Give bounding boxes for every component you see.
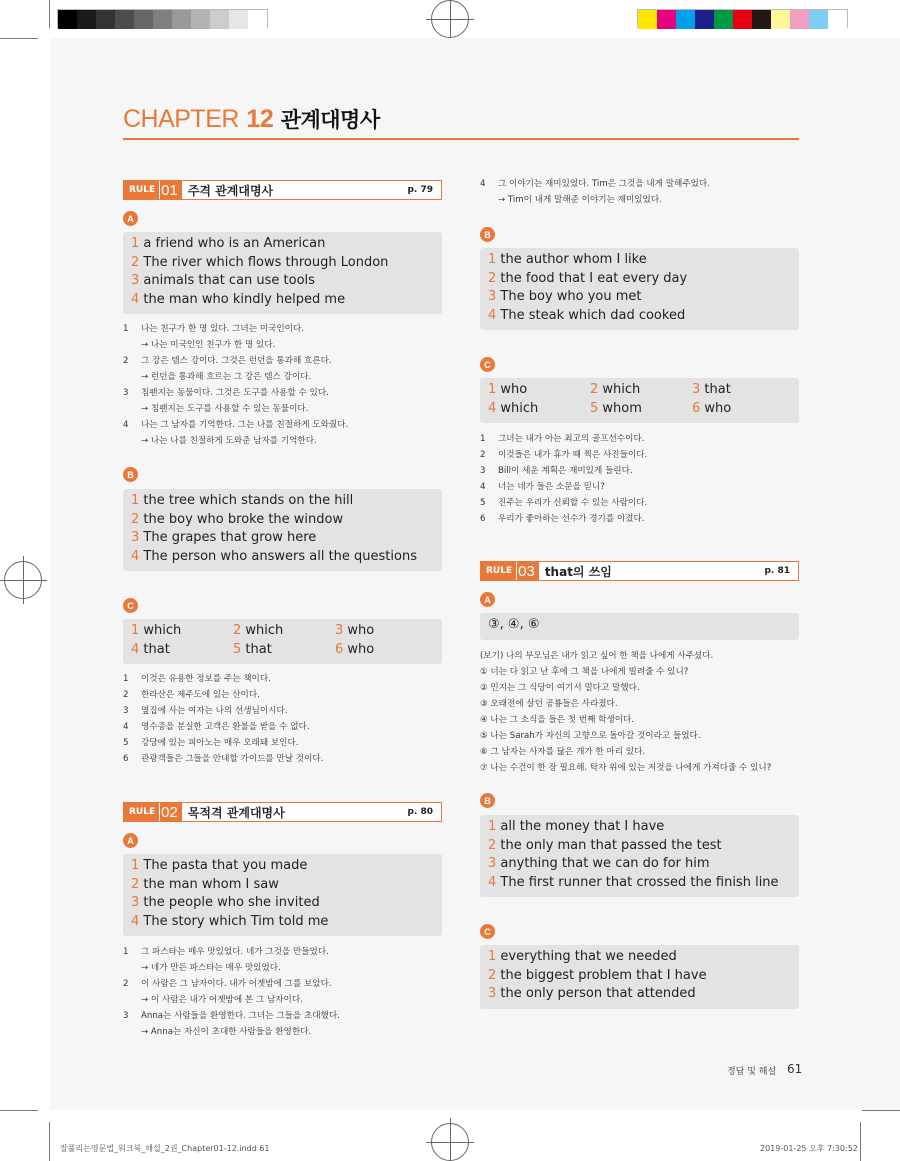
note-line: → Tim이 내게 말해준 이야기는 재미있었다. <box>498 195 662 205</box>
section-badge-c: C <box>480 357 495 372</box>
rule-number: 01 <box>159 181 182 199</box>
note-line: ⑦ 나는 수건이 한 장 필요해. 탁자 위에 있는 저것을 나에게 가져다줄 수 있니? <box>480 763 772 773</box>
rule1-c-notes <box>123 671 323 767</box>
answer-line: 3 animals that can use tools <box>131 273 315 288</box>
note-line: 4 너는 네가 들은 소문을 믿니? <box>480 482 605 492</box>
note-line: 1 그 파스타는 매우 맛있었다. 네가 그것을 만들었다. <box>123 947 329 957</box>
note-line: 1 그녀는 내가 아는 최고의 골프선수이다. <box>480 434 645 444</box>
registration-mark-top <box>431 0 469 38</box>
note-line: ① 너는 다 읽고 난 후에 그 책을 나에게 빌려줄 수 있니? <box>480 667 689 677</box>
gray-swatch <box>229 10 248 29</box>
rule-01-header <box>123 180 442 200</box>
rule2-c-notes <box>480 431 647 527</box>
answer-line: 4 The story which Tim told me <box>131 913 329 929</box>
section-badge-c: C <box>123 598 138 613</box>
color-swatch <box>714 10 733 29</box>
color-swatch <box>733 10 752 29</box>
rule1-c-answers <box>123 619 442 664</box>
note-line: → 런던을 통과해 흐르는 그 강은 템스 강이다. <box>141 372 312 382</box>
answer-line: 1 who <box>488 382 528 397</box>
answer-line: 3 The boy who you met <box>488 289 642 304</box>
rule2-a-answers <box>123 854 442 936</box>
note-line: 6 관광객들은 그들을 안내할 가이드를 만날 것이다. <box>123 754 324 764</box>
chapter-word: CHAPTER <box>123 105 239 133</box>
answer-line: 5 whom <box>590 400 642 416</box>
crop-mark <box>49 1122 50 1161</box>
note-line: 4 그 이야기는 재미있었다. Tim은 그것을 내게 말해주었다. <box>480 179 710 189</box>
crop-mark <box>0 38 38 39</box>
rule1-a-notes <box>123 321 348 449</box>
color-swatch <box>828 10 847 29</box>
gray-swatch <box>248 10 267 29</box>
chapter-number: 12 <box>246 105 274 133</box>
color-swatch <box>790 10 809 29</box>
print-slug-filename: 잘풀리는영문법_워크북_해설_2권_Chapter01-12.indd 61 <box>60 1144 270 1153</box>
gray-swatch <box>153 10 172 29</box>
section-badge-b: B <box>480 227 495 242</box>
answer-line: 3 the people who she invited <box>131 895 320 910</box>
crop-mark <box>862 1110 900 1111</box>
section-badge-b: B <box>123 467 138 482</box>
rule2-a-notes <box>123 944 340 1040</box>
rule-page-ref: p. 80 <box>407 807 433 817</box>
note-line: ⑥ 그 남자는 사자를 닮은 개가 한 마리 있다. <box>480 747 646 757</box>
gray-swatch <box>77 10 96 29</box>
note-line: ④ 나는 그 소식을 들은 첫 번째 학생이다. <box>480 715 635 725</box>
color-swatch <box>752 10 771 29</box>
color-swatch <box>695 10 714 29</box>
answer-line: 2 the biggest problem that I have <box>488 967 707 983</box>
answer-line: ③, ④, ⑥ <box>488 617 540 632</box>
color-swatch <box>657 10 676 29</box>
rule3-a-answer <box>480 613 799 640</box>
note-line: 3 옆집에 사는 여자는 나의 선생님이시다. <box>123 706 288 716</box>
gray-swatch <box>58 10 77 29</box>
rule-page-ref: p. 79 <box>407 185 433 195</box>
note-line: 2 이것들은 내가 휴가 때 찍은 사진들이다. <box>480 450 648 460</box>
rule-number: 02 <box>159 803 182 821</box>
note-line: ② 민지는 그 식당이 여기서 멀다고 말했다. <box>480 683 640 693</box>
section-badge-c: C <box>480 924 495 939</box>
rule3-c-answers <box>480 945 799 1009</box>
answer-line: 2 the man whom I saw <box>131 876 279 892</box>
answer-line: 1 the tree which stands on the hill <box>131 493 354 508</box>
crop-mark <box>49 0 50 28</box>
answer-line: 1 the author whom I like <box>488 252 647 267</box>
section-badge-b: B <box>480 793 495 808</box>
answer-line: 4 The first runner that crossed the finish line <box>488 874 779 890</box>
gray-swatch <box>115 10 134 29</box>
answer-line: 4 The steak which dad cooked <box>488 307 686 323</box>
registration-mark-bottom <box>431 1123 469 1161</box>
rule-03-header <box>480 561 799 581</box>
section-badge-a: A <box>123 833 138 848</box>
gray-swatch <box>172 10 191 29</box>
answer-line: 3 anything that we can do for him <box>488 856 710 871</box>
print-slug-timestamp: 2019-01-25 오후 7:30:52 <box>760 1144 858 1153</box>
color-swatch <box>809 10 828 29</box>
color-swatch <box>638 10 657 29</box>
note-line: 2 한라산은 제주도에 있는 산이다. <box>123 690 260 700</box>
rule-title: 목적격 관계대명사 <box>187 805 285 820</box>
gray-swatch <box>96 10 115 29</box>
section-badge-a: A <box>123 211 138 226</box>
rule-tag: RULE <box>124 181 159 199</box>
note-line: 1 이것은 유용한 정보를 주는 책이다. <box>123 674 271 684</box>
note-line: 3 Bill이 세운 계획은 재미있게 들린다. <box>480 466 633 476</box>
rule-tag: RULE <box>481 562 516 580</box>
note-line: → 네가 만든 파스타는 매우 맛있었다. <box>141 963 281 973</box>
note-line: → Anna는 자신이 초대한 사람들을 환영한다. <box>141 1027 312 1037</box>
note-line: 4 나는 그 남자를 기억한다. 그는 나를 친절하게 도와줬다. <box>123 420 349 430</box>
gray-swatch <box>134 10 153 29</box>
rule2-b-answers <box>480 248 799 330</box>
gray-swatch <box>191 10 210 29</box>
answer-line: 3 that <box>692 382 731 397</box>
footer-label: 정답 및 해설 <box>727 1067 777 1077</box>
answer-line: 2 which <box>590 382 641 397</box>
gray-swatch <box>210 10 229 29</box>
answer-line: 3 who <box>335 623 375 638</box>
answer-line: 4 The person who answers all the questions <box>131 548 417 564</box>
answer-line: 1 a friend who is an American <box>131 236 326 251</box>
answer-line: 1 everything that we needed <box>488 949 677 964</box>
note-line: 1 나는 친구가 한 명 있다. 그녀는 미국인이다. <box>123 324 304 334</box>
note-line: → 이 사람은 내가 어젯밤에 본 그 남자이다. <box>141 995 303 1005</box>
note-line: → 나는 나를 친절하게 도와준 남자를 기억한다. <box>141 436 317 446</box>
registration-mark-left <box>4 561 42 599</box>
rule-page-ref: p. 81 <box>764 566 790 576</box>
color-swatch <box>676 10 695 29</box>
rule-tag: RULE <box>124 803 159 821</box>
note-line: 2 그 강은 템스 강이다. 그것은 런던을 통과해 흐른다. <box>123 356 332 366</box>
note-line: → 나는 미국인인 친구가 한 명 있다. <box>141 340 276 350</box>
answer-line: 6 who <box>335 641 375 657</box>
note-line: ⑤ 나는 Sarah가 자신의 고향으로 돌아갈 것이라고 들었다. <box>480 731 701 741</box>
answer-line: 2 the food that I eat every day <box>488 270 688 286</box>
rule2-a-notes-continued <box>480 176 710 208</box>
note-line: 3 침팬지는 동물이다. 그것은 도구를 사용할 수 있다. <box>123 388 329 398</box>
answer-line: 2 the boy who broke the window <box>131 511 344 527</box>
chapter-heading: 관계대명사 <box>280 108 380 132</box>
cmyk-color-bar <box>637 9 848 28</box>
answer-line: 1 all the money that I have <box>488 819 665 834</box>
note-line: 6 우리가 좋아하는 선수가 경기를 이겼다. <box>480 514 645 524</box>
note-line: (보기) 나의 부모님은 내가 읽고 싶어 한 책을 나에게 사주셨다. <box>480 651 714 661</box>
rule1-b-answers <box>123 489 442 571</box>
answer-line: 6 who <box>692 400 732 416</box>
answer-line: 2 the only man that passed the test <box>488 837 722 853</box>
answer-line: 5 that <box>233 641 272 657</box>
page-number: 61 <box>787 1062 803 1076</box>
rule3-b-answers <box>480 815 799 897</box>
rule-title: 주격 관계대명사 <box>187 183 274 198</box>
rule2-c-answers <box>480 378 799 423</box>
answer-line: 4 which <box>488 400 539 416</box>
answer-line: 3 the only person that attended <box>488 986 696 1001</box>
crop-mark <box>0 1110 38 1111</box>
answer-line: 4 that <box>131 641 170 657</box>
answer-line: 1 The pasta that you made <box>131 858 308 873</box>
note-line: 2 이 사람은 그 남자이다. 내가 어젯밤에 그를 보았다. <box>123 979 332 989</box>
answer-line: 1 which <box>131 623 182 638</box>
crop-mark <box>860 1122 861 1161</box>
answer-line: 3 The grapes that grow here <box>131 530 317 545</box>
answer-line: 2 The river which flows through London <box>131 254 389 270</box>
note-line: 5 진주는 우리가 신뢰할 수 있는 사람이다. <box>480 498 648 508</box>
section-badge-a: A <box>480 592 495 607</box>
gray-color-bar <box>57 9 268 28</box>
note-line: 4 영수증을 분실한 고객은 환불을 받을 수 없다. <box>123 722 310 732</box>
chapter-title <box>123 104 380 134</box>
note-line: 5 강당에 있는 피아노는 매우 오래돼 보인다. <box>123 738 299 748</box>
rule-number: 03 <box>516 562 539 580</box>
answer-line: 2 which <box>233 623 284 638</box>
rule-title: that의 쓰임 <box>544 564 612 579</box>
rule1-a-answers <box>123 232 442 314</box>
note-line: → 침팬지는 도구를 사용할 수 있는 동물이다. <box>141 404 309 414</box>
rule3-a-notes <box>480 648 771 776</box>
note-line: 3 Anna는 사람들을 환영한다. 그녀는 그들을 초대했다. <box>123 1011 340 1021</box>
chapter-divider <box>123 138 799 140</box>
rule-02-header <box>123 802 442 822</box>
note-line: ③ 오래전에 살던 공룡들은 사라졌다. <box>480 699 618 709</box>
color-swatch <box>771 10 790 29</box>
answer-line: 4 the man who kindly helped me <box>131 291 346 307</box>
